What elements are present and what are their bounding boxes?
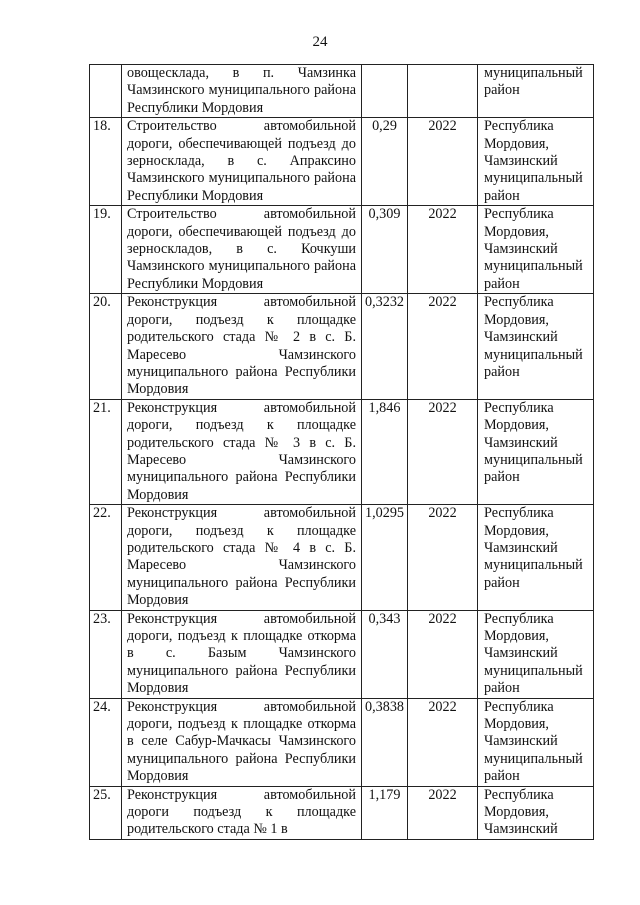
row-number: 19.: [90, 206, 122, 294]
object-length: 1,179: [362, 786, 408, 839]
object-length: 1,0295: [362, 505, 408, 610]
page-number: 24: [312, 34, 328, 50]
object-year: 2022: [408, 399, 478, 504]
objects-table: [89, 64, 594, 840]
object-name: Реконструкция автомобильной дороги, подъезд к площадке родительского стада № 4 в с. Б. Маресево Чамзинского муниципального района Республики Мордовия: [122, 505, 362, 610]
row-number: 21.: [90, 399, 122, 504]
object-length: 0,3838: [362, 698, 408, 786]
row-number: 20.: [90, 294, 122, 399]
object-length: [362, 65, 408, 118]
object-year: 2022: [408, 294, 478, 399]
object-length: 0,309: [362, 206, 408, 294]
table-row: [90, 65, 594, 118]
object-owner: муниципальный район: [478, 65, 594, 118]
object-owner: Республика Мордовия, Чамзинский муниципальный район: [478, 610, 594, 698]
row-number: 22.: [90, 505, 122, 610]
object-owner: Республика Мордовия, Чамзинский муниципальный район: [478, 118, 594, 206]
table-row: [90, 118, 594, 206]
object-year: [408, 65, 478, 118]
row-number: 23.: [90, 610, 122, 698]
object-owner: Республика Мордовия, Чамзинский муниципальный район: [478, 294, 594, 399]
table-row: [90, 505, 594, 610]
object-name: Строительство автомобильной дороги, обеспечивающей подъезд до зерносклада, в с. Апраксино Чамзинского муниципального района Республики Мордовия: [122, 118, 362, 206]
row-number: 18.: [90, 118, 122, 206]
object-name: Реконструкция автомобильной дороги, подъезд к площадке откорма в селе Сабур-Мачкасы Чамзинского муниципального района Республики Мордовия: [122, 698, 362, 786]
object-year: 2022: [408, 118, 478, 206]
object-name: Реконструкция автомобильной дороги подъезд к площадке родительского стада № 1 в: [122, 786, 362, 839]
object-name: Реконструкция автомобильной дороги, подъезд к площадке откорма в с. Базым Чамзинского муниципального района Республики Мордовия: [122, 610, 362, 698]
object-name: овощесклада, в п. Чамзинка Чамзинского муниципального района Республики Мордовия: [122, 65, 362, 118]
object-owner: Республика Мордовия, Чамзинский муниципальный район: [478, 206, 594, 294]
object-year: 2022: [408, 698, 478, 786]
row-number: [90, 65, 122, 118]
table-row: [90, 786, 594, 839]
object-length: 0,29: [362, 118, 408, 206]
object-year: 2022: [408, 505, 478, 610]
object-name: Реконструкция автомобильной дороги, подъезд к площадке родительского стада № 2 в с. Б. Маресево Чамзинского муниципального района Республики Мордовия: [122, 294, 362, 399]
table-row: [90, 399, 594, 504]
table-row: [90, 206, 594, 294]
object-name: Реконструкция автомобильной дороги, подъезд к площадке родительского стада № 3 в с. Б. Маресево Чамзинского муниципального района Республики Мордовия: [122, 399, 362, 504]
object-year: 2022: [408, 206, 478, 294]
row-number: 25.: [90, 786, 122, 839]
table-row: [90, 698, 594, 786]
object-owner: Республика Мордовия, Чамзинский муниципальный район: [478, 505, 594, 610]
table-row: [90, 610, 594, 698]
object-year: 2022: [408, 610, 478, 698]
object-length: 1,846: [362, 399, 408, 504]
table-row: [90, 294, 594, 399]
object-owner: Республика Мордовия, Чамзинский муниципальный район: [478, 399, 594, 504]
object-owner: Республика Мордовия, Чамзинский муниципальный район: [478, 698, 594, 786]
object-year: 2022: [408, 786, 478, 839]
object-owner: Республика Мордовия, Чамзинский: [478, 786, 594, 839]
object-length: 0,343: [362, 610, 408, 698]
object-length: 0,3232: [362, 294, 408, 399]
row-number: 24.: [90, 698, 122, 786]
object-name: Строительство автомобильной дороги, обеспечивающей подъезд до зерноскладов, в с. Кочкуши Чамзинского муниципального района Республики Мордовия: [122, 206, 362, 294]
